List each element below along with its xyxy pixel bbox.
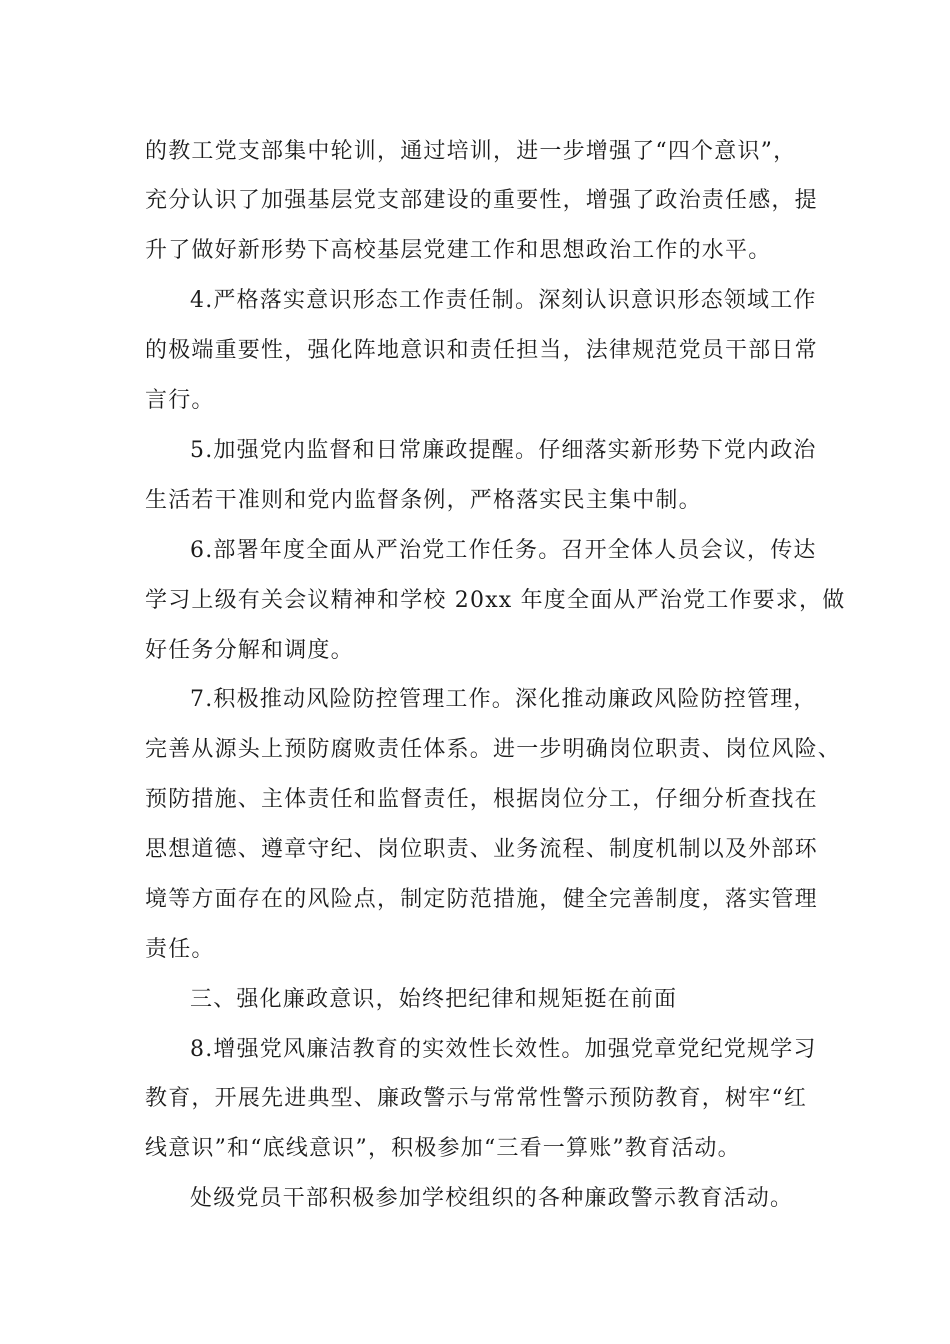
- paragraph-9-first-line: 处级党员干部积极参加学校组织的各种廉政警示教育活动。: [190, 1186, 794, 1211]
- text-line: 生活若干准则和党内监督条例，严格落实民主集中制。: [145, 488, 702, 513]
- text-line: 预防措施、主体责任和监督责任，根据岗位分工，仔细分析查找在: [145, 787, 818, 812]
- paragraph-8-first-line: 8.增强党风廉洁教育的实效性长效性。加强党章党纪党规学习: [190, 1037, 817, 1062]
- paragraph-4-first-line: 4.严格落实意识形态工作责任制。深刻认识意识形态领域工作: [190, 288, 817, 313]
- text-line: 的极端重要性，强化阵地意识和责任担当，法律规范党员干部日常: [145, 338, 818, 363]
- text-line: 学习上级有关会议精神和学校 20xx 年度全面从严治党工作要求，做: [145, 588, 846, 613]
- text-line: 境等方面存在的风险点，制定防范措施，健全完善制度，落实管理: [145, 887, 818, 912]
- paragraph-7-first-line: 7.积极推动风险防控管理工作。深化推动廉政风险防控管理，: [190, 687, 817, 712]
- text-line: 线意识”和“底线意识”，积极参加“三看一算账”教育活动。: [145, 1136, 741, 1161]
- text-line: 充分认识了加强基层党支部建设的重要性，增强了政治责任感，提: [145, 188, 818, 213]
- text-line: 的教工党支部集中轮训，通过培训，进一步增强了“四个意识”，: [145, 139, 797, 164]
- text-line: 完善从源头上预防腐败责任体系。进一步明确岗位职责、岗位风险、: [145, 737, 842, 762]
- text-line: 升了做好新形势下高校基层党建工作和思想政治工作的水平。: [145, 238, 772, 263]
- section-heading: 三、强化廉政意识，始终把纪律和规矩挺在前面: [190, 987, 678, 1012]
- paragraph-6-first-line: 6.部署年度全面从严治党工作任务。召开全体人员会议，传达: [190, 538, 817, 563]
- text-line: 言行。: [145, 388, 215, 413]
- text-line: 好任务分解和调度。: [145, 638, 354, 663]
- text-line: 教育，开展先进典型、廉政警示与常常性警示预防教育，树牢“红: [145, 1086, 808, 1111]
- text-line: 责任。: [145, 937, 215, 962]
- text-line: 思想道德、遵章守纪、岗位职责、业务流程、制度机制以及外部环: [145, 837, 818, 862]
- paragraph-5-first-line: 5.加强党内监督和日常廉政提醒。仔细落实新形势下党内政治: [190, 438, 817, 463]
